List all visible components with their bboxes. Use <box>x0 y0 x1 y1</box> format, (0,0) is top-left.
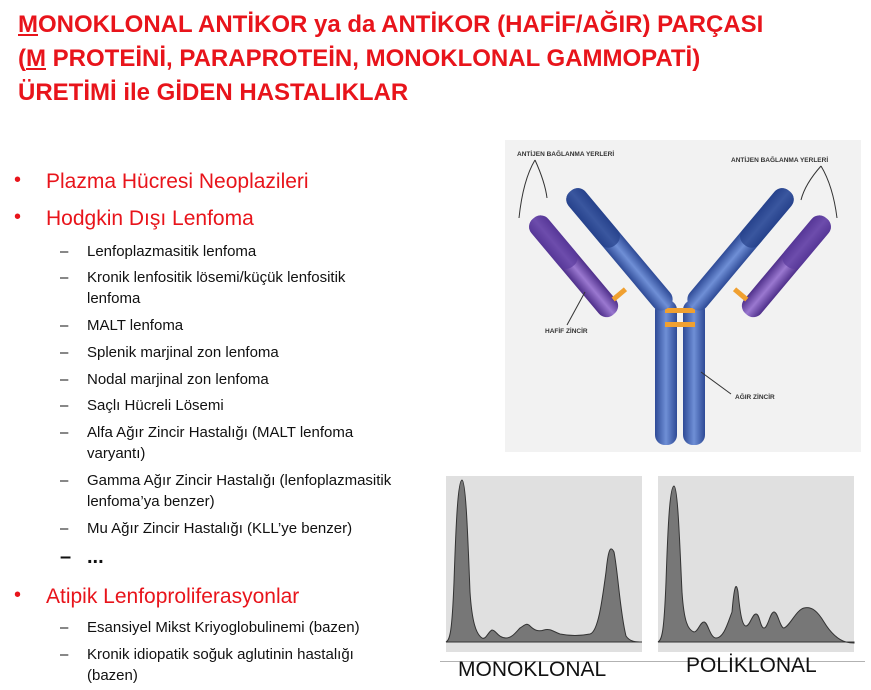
dash-icon: – <box>60 472 69 489</box>
title-line-1-rest: ONOKLONAL ANTİKOR ya da ANTİKOR (HAFİF/AĞIR) PARÇASI <box>38 11 764 38</box>
pointer-line <box>519 160 535 218</box>
category-label: Plazma Hücresi Neoplazileri <box>46 170 309 193</box>
light-heavy-bond <box>612 287 627 301</box>
antibody-svg <box>505 140 861 452</box>
pointer-line <box>567 292 585 325</box>
dash-icon: – <box>60 317 69 334</box>
dash-icon: – <box>60 546 72 568</box>
pointer-line <box>801 166 821 200</box>
dash-icon: – <box>60 344 69 361</box>
bullet-icon: • <box>14 584 22 606</box>
hinge-bond <box>665 322 695 327</box>
title-line-2 <box>18 42 858 76</box>
electrophoresis-figure <box>440 462 865 690</box>
dash-icon: – <box>60 243 69 260</box>
polyclonal-label: POLİKLONAL <box>686 654 817 677</box>
label-heavy-chain: AĞIR ZİNCİR <box>735 394 775 401</box>
title-underlined-m: M <box>18 11 38 38</box>
hinge-bond <box>665 308 695 313</box>
category-label: Hodgkin Dışı Lenfoma <box>46 207 254 230</box>
heavy-chain-stem-left <box>655 300 677 445</box>
dash-icon: – <box>60 397 69 414</box>
dash-icon: – <box>60 646 69 663</box>
dash-icon: – <box>60 424 69 441</box>
light-heavy-bond <box>733 287 748 301</box>
monoclonal-label: MONOKLONAL <box>458 658 607 681</box>
bullet-icon: • <box>14 169 22 191</box>
pointer-line <box>701 372 731 394</box>
bullet-icon: • <box>14 206 22 228</box>
label-light-chain: HAFİF ZİNCİR <box>545 328 588 335</box>
dash-icon: – <box>60 619 69 636</box>
title-line-2-rest: PROTEİNİ, PARAPROTEİN, MONOKLONAL GAMMOPATİ) <box>46 45 701 72</box>
title-underlined-m-2: M <box>26 45 46 72</box>
pointer-line <box>821 166 837 218</box>
electrophoresis-svg <box>440 462 865 662</box>
dash-icon: – <box>60 520 69 537</box>
pointer-line <box>535 160 547 198</box>
label-antigen-right: ANTİJEN BAĞLANMA YERLERİ <box>731 157 829 164</box>
title-line-3: ÜRETİMİ ile GİDEN HASTALIKLAR <box>18 79 409 106</box>
slide-title <box>18 8 858 110</box>
title-paren: ( <box>18 45 26 72</box>
dash-icon: – <box>60 269 69 286</box>
category-label: Atipik Lenfoproliferasyonlar <box>46 585 300 608</box>
label-antigen-left: ANTİJEN BAĞLANMA YERLERİ <box>517 151 615 158</box>
dash-icon: – <box>60 371 69 388</box>
title-line-1 <box>18 8 858 42</box>
antibody-diagram <box>505 140 861 452</box>
